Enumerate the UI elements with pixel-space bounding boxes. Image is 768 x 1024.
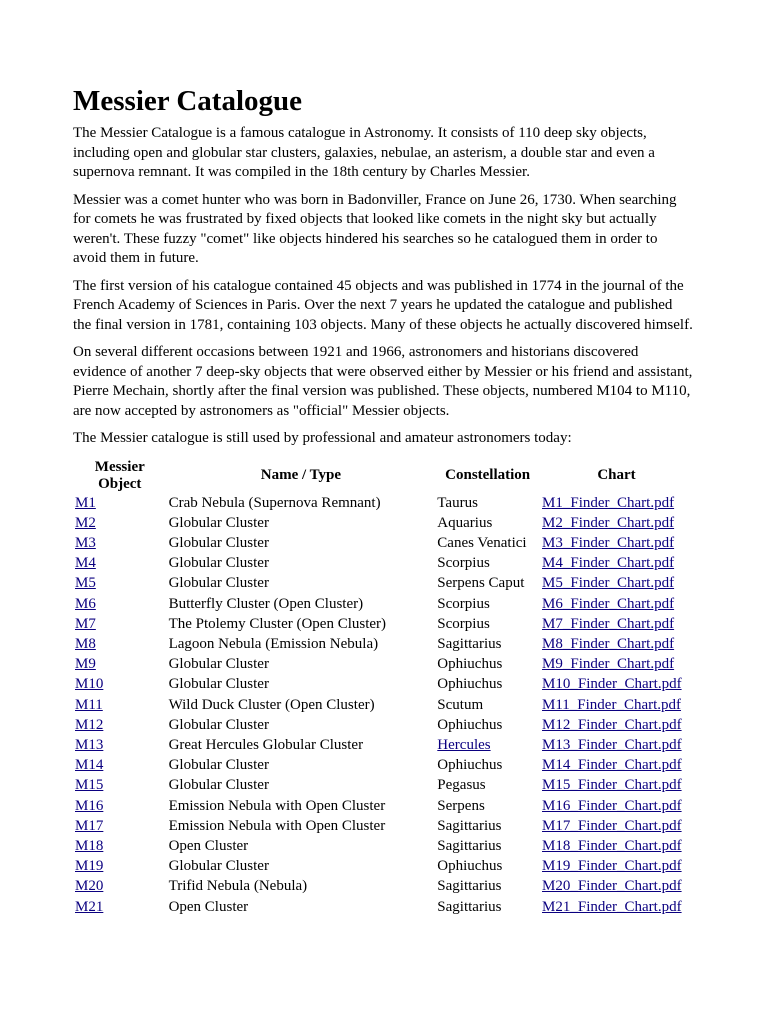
object-link[interactable]: M5: [75, 575, 96, 592]
object-cell: [73, 796, 167, 816]
finder-chart-link[interactable]: M19_Finder_Chart.pdf: [542, 858, 682, 875]
constellation-cell: Scorpius: [437, 595, 490, 612]
object-link[interactable]: M12: [75, 716, 104, 733]
name-type-cell: Globular Cluster: [168, 777, 269, 794]
constellation-cell: Scorpius: [437, 615, 490, 632]
name-type-cell: Globular Cluster: [168, 534, 269, 551]
constellation-cell: Ophiuchus: [437, 716, 503, 733]
constellation-cell: Sagittarius: [437, 817, 502, 834]
table-row: [73, 553, 693, 573]
name-type-cell: Great Hercules Globular Cluster: [168, 736, 364, 753]
chart-cell: [540, 816, 693, 836]
name-type-cell: Emission Nebula with Open Cluster: [168, 797, 386, 814]
name-type-cell: Globular Cluster: [168, 514, 269, 531]
chart-cell: [540, 755, 693, 775]
object-link[interactable]: M18: [75, 837, 104, 854]
table-row: [73, 775, 693, 795]
object-cell: [73, 775, 167, 795]
object-cell: [73, 533, 167, 553]
object-link[interactable]: M7: [75, 615, 96, 632]
chart-cell: [540, 614, 693, 634]
chart-cell: [540, 654, 693, 674]
messier-table: [73, 459, 693, 917]
chart-cell: [540, 594, 693, 614]
object-cell: [73, 594, 167, 614]
name-type-cell: Globular Cluster: [168, 757, 269, 774]
object-cell: [73, 715, 167, 735]
constellation-cell: Serpens: [437, 797, 485, 814]
additions-paragraph: On several different occasions between 1921 and 1966, astronomers and historians discovered evidence of another 7 deep-sky objects that were observed either by Messier or his friend and assistant, Pierre Mechain, shortly after the final version was published. These objects, numbered M104 to M110, are now accepted by astronomers as "official" Messier objects.: [73, 344, 693, 419]
chart-cell: [540, 493, 693, 513]
finder-chart-link[interactable]: M17_Finder_Chart.pdf: [542, 817, 682, 834]
finder-chart-link[interactable]: M7_Finder_Chart.pdf: [542, 615, 675, 632]
chart-cell: [540, 735, 693, 755]
table-row: [73, 573, 693, 593]
header-constellation: Constellation: [445, 467, 531, 483]
name-type-cell: The Ptolemy Cluster (Open Cluster): [168, 615, 387, 632]
finder-chart-link[interactable]: M11_Finder_Chart.pdf: [542, 696, 682, 713]
chart-cell: [540, 513, 693, 533]
chart-cell: [540, 836, 693, 856]
constellation-cell: Scutum: [437, 696, 484, 713]
table-row: [73, 876, 693, 896]
finder-chart-link[interactable]: M13_Finder_Chart.pdf: [542, 736, 682, 753]
object-link[interactable]: M9: [75, 656, 96, 673]
object-cell: [73, 513, 167, 533]
table-row: [73, 735, 693, 755]
chart-cell: [540, 634, 693, 654]
object-link[interactable]: M17: [75, 817, 104, 834]
object-link[interactable]: M10: [75, 676, 104, 693]
chart-cell: [540, 897, 693, 917]
name-type-cell: Globular Cluster: [168, 858, 269, 875]
chart-cell: [540, 674, 693, 694]
finder-chart-link[interactable]: M1_Finder_Chart.pdf: [542, 494, 675, 511]
table-row: [73, 654, 693, 674]
finder-chart-link[interactable]: M21_Finder_Chart.pdf: [542, 898, 682, 915]
table-row: [73, 755, 693, 775]
object-link[interactable]: M2: [75, 514, 96, 531]
object-cell: [73, 674, 167, 694]
intro-paragraph: The Messier Catalogue is a famous catalogue in Astronomy. It consists of 110 deep sky objects, including open and globular star clusters, galaxies, nebulae, an asterism, a double star and even a supernova remnant. It was compiled in the 18th century by Charles Messier.: [73, 125, 655, 180]
constellation-cell: Canes Venatici: [437, 534, 527, 551]
chart-cell: [540, 796, 693, 816]
finder-chart-link[interactable]: M5_Finder_Chart.pdf: [542, 575, 675, 592]
object-cell: [73, 856, 167, 876]
header-name-type: Name / Type: [260, 467, 342, 483]
header-object: Messier Object: [94, 458, 145, 492]
object-link[interactable]: M19: [75, 858, 104, 875]
chart-cell: [540, 695, 693, 715]
finder-chart-link[interactable]: M16_Finder_Chart.pdf: [542, 797, 682, 814]
name-type-cell: Globular Cluster: [168, 656, 269, 673]
name-type-cell: Globular Cluster: [168, 555, 269, 572]
table-row: [73, 594, 693, 614]
constellation-cell: Sagittarius: [437, 837, 502, 854]
object-link[interactable]: M8: [75, 635, 96, 652]
object-cell: [73, 654, 167, 674]
object-link[interactable]: M21: [75, 898, 104, 915]
table-row: [73, 634, 693, 654]
name-type-cell: Trifid Nebula (Nebula): [168, 878, 308, 895]
header-chart: Chart: [597, 467, 636, 483]
finder-chart-link[interactable]: M9_Finder_Chart.pdf: [542, 656, 675, 673]
name-type-cell: Emission Nebula with Open Cluster: [168, 817, 386, 834]
constellation-cell: Taurus: [437, 494, 478, 511]
table-row: [73, 493, 693, 513]
object-cell: [73, 755, 167, 775]
object-link[interactable]: M3: [75, 534, 96, 551]
constellation-cell: Sagittarius: [437, 635, 502, 652]
table-body: [73, 493, 693, 917]
object-cell: [73, 897, 167, 917]
table-row: [73, 533, 693, 553]
object-link[interactable]: M15: [75, 777, 104, 794]
finder-chart-link[interactable]: M20_Finder_Chart.pdf: [542, 878, 682, 895]
chart-cell: [540, 856, 693, 876]
object-cell: [73, 493, 167, 513]
chart-cell: [540, 573, 693, 593]
object-link[interactable]: M11: [75, 696, 103, 713]
finder-chart-link[interactable]: M8_Finder_Chart.pdf: [542, 635, 675, 652]
chart-cell: [540, 876, 693, 896]
table-row: [73, 715, 693, 735]
finder-chart-link[interactable]: M3_Finder_Chart.pdf: [542, 534, 675, 551]
object-link[interactable]: M20: [75, 878, 104, 895]
object-cell: [73, 553, 167, 573]
page-title: Messier Catalogue: [73, 85, 302, 117]
constellation-link[interactable]: Hercules: [437, 736, 491, 753]
name-type-cell: Globular Cluster: [168, 716, 269, 733]
document-page: [73, 84, 693, 917]
name-type-cell: Lagoon Nebula (Emission Nebula): [168, 635, 379, 652]
object-cell: [73, 876, 167, 896]
finder-chart-link[interactable]: M15_Finder_Chart.pdf: [542, 777, 682, 794]
chart-cell: [540, 553, 693, 573]
object-cell: [73, 735, 167, 755]
object-link[interactable]: M4: [75, 555, 96, 572]
name-type-cell: Crab Nebula (Supernova Remnant): [168, 494, 381, 511]
first-version-paragraph: The first version of his catalogue contained 45 objects and was published in 1774 in the journal of the French Academy of Sciences in Paris. Over the next 7 years he updated the catalogue and published the final version in 1781, containing 103 objects. Many of these objects he actually discovered himself.: [73, 277, 693, 333]
object-link[interactable]: M14: [75, 757, 104, 774]
object-cell: [73, 816, 167, 836]
object-link[interactable]: M1: [75, 494, 96, 511]
history-paragraph: Messier was a comet hunter who was born in Badonviller, France on June 26, 1730. When searching for comets he was frustrated by fixed objects that looked like comets in the night sky but actually weren't. These fuzzy "comet" like objects hindered his searches so he catalogued them in order to avoid them in future.: [73, 191, 677, 266]
constellation-cell: [435, 735, 540, 755]
constellation-cell: Pegasus: [437, 777, 486, 794]
table-row: [73, 816, 693, 836]
constellation-cell: Aquarius: [437, 514, 493, 531]
finder-chart-link[interactable]: M4_Finder_Chart.pdf: [542, 555, 675, 572]
constellation-cell: Scorpius: [437, 555, 490, 572]
constellation-cell: Ophiuchus: [437, 676, 503, 693]
object-link[interactable]: M16: [75, 797, 104, 814]
object-cell: [73, 836, 167, 856]
name-type-cell: Globular Cluster: [168, 575, 269, 592]
table-row: [73, 836, 693, 856]
table-intro-paragraph: The Messier catalogue is still used by professional and amateur astronomers today:: [73, 430, 572, 446]
constellation-cell: Sagittarius: [437, 878, 502, 895]
object-cell: [73, 614, 167, 634]
finder-chart-link[interactable]: M6_Finder_Chart.pdf: [542, 595, 675, 612]
constellation-cell: Ophiuchus: [437, 757, 503, 774]
object-cell: [73, 695, 167, 715]
finder-chart-link[interactable]: M12_Finder_Chart.pdf: [542, 716, 682, 733]
finder-chart-link[interactable]: M2_Finder_Chart.pdf: [542, 514, 675, 531]
object-link[interactable]: M6: [75, 595, 96, 612]
chart-cell: [540, 715, 693, 735]
name-type-cell: Wild Duck Cluster (Open Cluster): [168, 696, 375, 713]
constellation-cell: Serpens Caput: [437, 575, 525, 592]
name-type-cell: Open Cluster: [168, 898, 249, 915]
finder-chart-link[interactable]: M10_Finder_Chart.pdf: [542, 676, 682, 693]
table-header-row: [73, 459, 693, 493]
name-type-cell: Open Cluster: [168, 837, 249, 854]
chart-cell: [540, 775, 693, 795]
finder-chart-link[interactable]: M18_Finder_Chart.pdf: [542, 837, 682, 854]
table-row: [73, 513, 693, 533]
object-cell: [73, 573, 167, 593]
constellation-cell: Sagittarius: [437, 898, 502, 915]
table-row: [73, 674, 693, 694]
table-row: [73, 897, 693, 917]
name-type-cell: Butterfly Cluster (Open Cluster): [168, 595, 364, 612]
object-link[interactable]: M13: [75, 736, 104, 753]
finder-chart-link[interactable]: M14_Finder_Chart.pdf: [542, 757, 682, 774]
chart-cell: [540, 533, 693, 553]
table-row: [73, 796, 693, 816]
constellation-cell: Ophiuchus: [437, 656, 503, 673]
table-row: [73, 695, 693, 715]
object-cell: [73, 634, 167, 654]
table-row: [73, 614, 693, 634]
table-row: [73, 856, 693, 876]
name-type-cell: Globular Cluster: [168, 676, 269, 693]
constellation-cell: Ophiuchus: [437, 858, 503, 875]
